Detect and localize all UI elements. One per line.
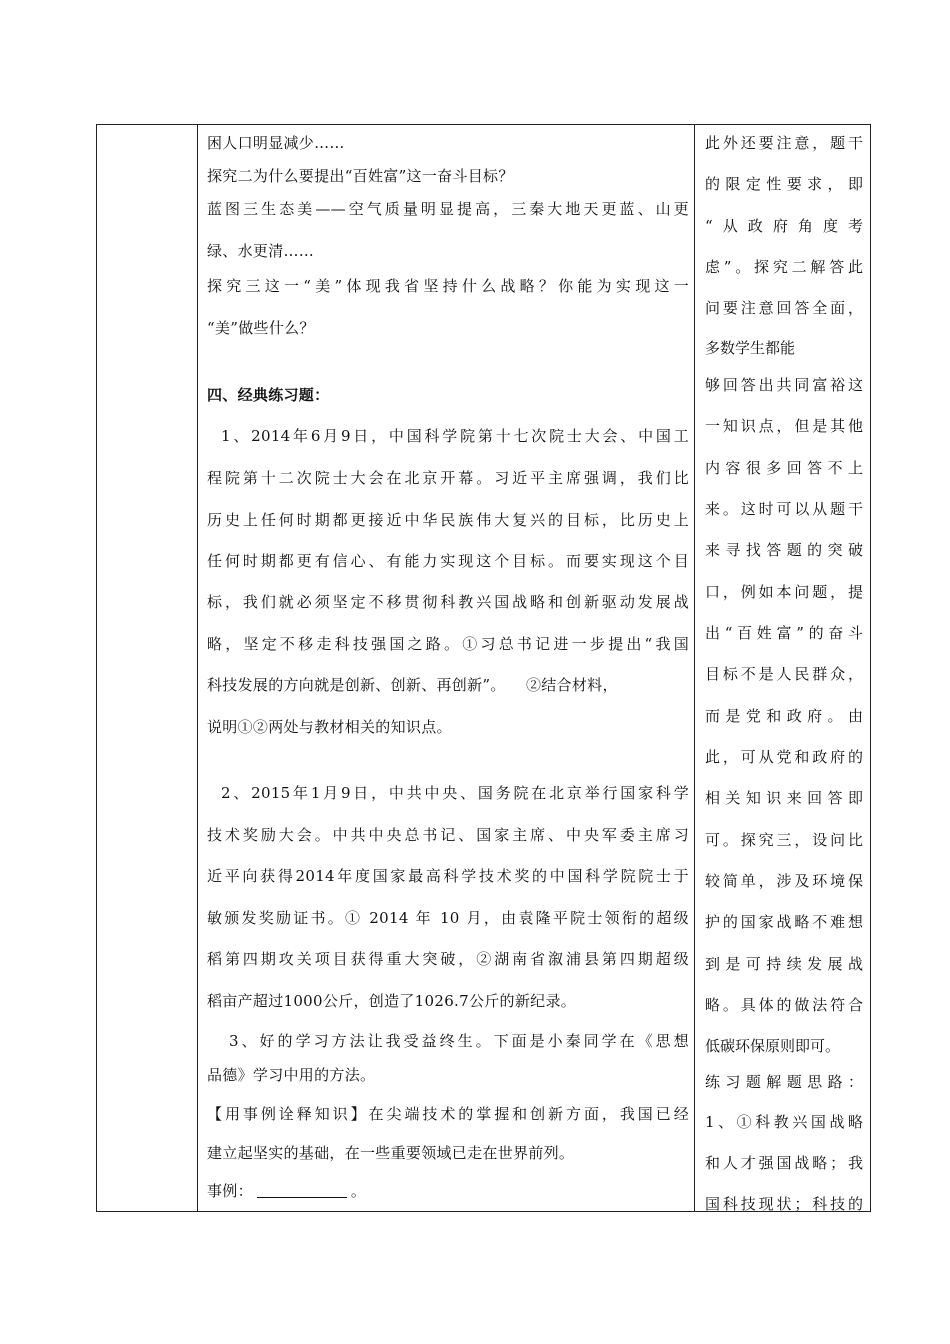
column-divider-right: [694, 125, 695, 1211]
exercise-2-line: 近平向获得2014年度国家最高科学技术奖的中国科学院院士于: [207, 867, 689, 885]
note-line: 内容很多回答不上: [705, 459, 863, 477]
exercise-2-line: 技术奖励大会。中共中央总书记、国家主席、中央军委主席习: [207, 826, 689, 844]
note-line: 够回答出共同富裕这: [705, 376, 863, 394]
exercise-3-line: 建立起坚实的基础，在一些重要领域已走在世界前列。: [207, 1144, 575, 1162]
note-line: 此外还要注意，题干: [705, 134, 863, 152]
exercise-3-line: 品德》学习中用的方法。: [207, 1066, 376, 1084]
exercise-1-line: 程院第十二次院士大会在北京开幕。习近平主席强调，我们比: [207, 469, 689, 487]
example-line: [207, 1180, 366, 1201]
text-line: “美”做些什么？: [207, 319, 315, 337]
note-line: 来寻找答题的突破: [705, 541, 863, 559]
note-line: “从政府角度考: [705, 217, 863, 235]
answer-blank: [257, 1196, 347, 1198]
note-line: 和人才强国战略；我: [705, 1154, 863, 1172]
note-line: 口，例如本问题，提: [705, 583, 863, 601]
note-line: 较简单，涉及环境保: [705, 872, 863, 890]
period: 。: [350, 1182, 367, 1200]
text-line: 探究二为什么要提出“百姓富”这一奋斗目标？: [207, 167, 514, 185]
note-line: 目标不是人民群众，: [705, 665, 863, 683]
exercise-2-line: 敏颁发奖励证书。① 2014 年 10 月，由袁隆平院士领衔的超级: [207, 909, 689, 927]
exercise-2-line: 稻第四期攻关项目获得重大突破，②湖南省溆浦县第四期超级: [207, 950, 689, 968]
exercise-1-line: 科技发展的方向就是创新、创新、再创新”。 ②结合材料，: [207, 676, 618, 694]
note-line: 略。具体的做法符合: [705, 996, 863, 1014]
section-heading: 四、经典练习题：: [207, 386, 330, 404]
column-divider-left: [197, 125, 198, 1211]
exercise-1-line: 1、2014年6月9日，中国科学院第十七次院士大会、中国工: [221, 427, 689, 445]
exercise-1-line: 说明①②两处与教材相关的知识点。: [207, 718, 452, 736]
text-line: 探究三这一“美”体现我省坚持什么战略？你能为实现这一: [207, 277, 689, 295]
exercise-1-line: 任何时期都更有信心、有能力实现这个目标。而要实现这个目: [207, 552, 689, 570]
example-label: 事例：: [207, 1182, 253, 1200]
note-line: 国科技现状；科技的: [705, 1195, 863, 1213]
text-line: 绿、水更清……: [207, 242, 315, 260]
note-line: 相关知识来回答即: [705, 789, 863, 807]
note-line: 的限定性要求，即: [705, 175, 863, 193]
note-line: 出“百姓富”的奋斗: [705, 624, 863, 642]
exercise-1-line: 略，坚定不移走科技强国之路。①习总书记进一步提出“我国: [207, 635, 689, 653]
note-line: 1、①科教兴国战略: [705, 1113, 863, 1131]
text-line: 蓝图三生态美——空气质量明显提高，三秦大地天更蓝、山更: [207, 200, 689, 218]
note-line: 虑”。探究二解答此: [705, 258, 863, 276]
exercise-3-line: 3、好的学习方法让我受益终生。下面是小秦同学在《思想: [229, 1032, 689, 1050]
exercise-1-line: 标，我们就必须坚定不移贯彻科教兴国战略和创新驱动发展战: [207, 593, 689, 611]
note-line: 到是可持续发展战: [705, 955, 863, 973]
note-line: 低碳环保原则即可。: [705, 1037, 841, 1055]
note-line: 问要注意回答全面，: [705, 299, 863, 317]
note-line: 来。这时可以从题干: [705, 500, 863, 518]
note-line: 护的国家战略不难想: [705, 913, 863, 931]
exercise-3-line: 【用事例诠释知识】在尖端技术的掌握和创新方面，我国已经: [207, 1105, 689, 1123]
note-line: 而是党和政府。由: [705, 707, 863, 725]
note-line: 一知识点，但是其他: [705, 417, 863, 435]
exercise-2-line: 2、2015年1月9日，中共中央、国务院在北京举行国家科学: [221, 784, 689, 802]
note-line: 练习题解题思路：: [705, 1073, 863, 1091]
note-line: 多数学生都能: [705, 339, 796, 357]
exercise-2-line: 稻亩产超过1000公斤，创造了1026.7公斤的新纪录。: [207, 992, 577, 1010]
note-line: 可。探究三，设问比: [705, 831, 863, 849]
text-line: 困人口明显减少……: [207, 134, 345, 152]
note-line: 此，可从党和政府的: [705, 748, 863, 766]
exercise-1-line: 历史上任何时期都更接近中华民族伟大复兴的目标，比历史上: [207, 511, 689, 529]
lesson-table: [96, 124, 871, 1212]
